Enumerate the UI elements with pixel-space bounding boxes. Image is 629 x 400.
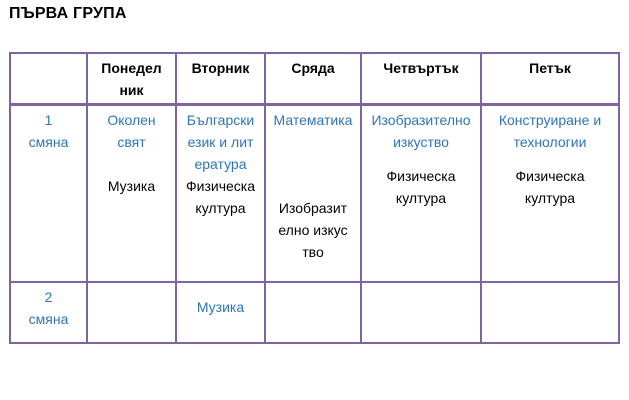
subject-text: Математика [273,112,353,128]
cell-shift2-friday [481,282,619,343]
cell-shift1-friday [481,105,619,282]
header-cell-tuesday: Вторник [176,53,265,105]
header-cell-wednesday: Сряда [265,53,361,105]
subject-text: Български език и литература [186,112,255,172]
cell-shift1-tuesday [176,105,265,282]
page-title: ПЪРВА ГРУПА [9,5,127,22]
header-cell-friday: Петък [481,53,619,105]
subject-text: Конструиране и технологии [498,112,602,150]
shift-2-label: 2 смяна [28,288,69,327]
row-label-shift-1 [10,105,87,282]
subject-text: Изобразително изкуство [371,112,471,150]
cell-shift1-wednesday [265,105,361,282]
subject-text: Музика [107,178,156,194]
table-row-shift-2 [10,282,619,343]
header-cell-thursday: Четвъртък [361,53,481,105]
subject-text: Физическа култура [515,168,585,206]
cell-shift2-monday [87,282,176,343]
shift-1-label: 1 смяна [28,112,69,150]
cell-shift1-monday [87,105,176,282]
row-label-shift-2 [10,282,87,343]
cell-shift2-thursday [361,282,481,343]
subject-text: Физическа култура [386,168,456,206]
header-cell-monday [87,53,176,105]
subject-text: Музика [196,298,245,315]
subject-text: Изобразително изкуство [278,200,348,260]
header-monday-label: Понедел ник [101,60,162,98]
subject-text: Физическа култура [185,178,255,216]
schedule-table [9,52,620,344]
subject-text: Околен свят [107,112,156,150]
cell-shift2-wednesday [265,282,361,343]
cell-shift2-tuesday [176,282,265,343]
table-header-row [10,53,619,105]
cell-shift1-thursday [361,105,481,282]
header-cell-corner [10,53,87,105]
table-row-shift-1 [10,105,619,282]
